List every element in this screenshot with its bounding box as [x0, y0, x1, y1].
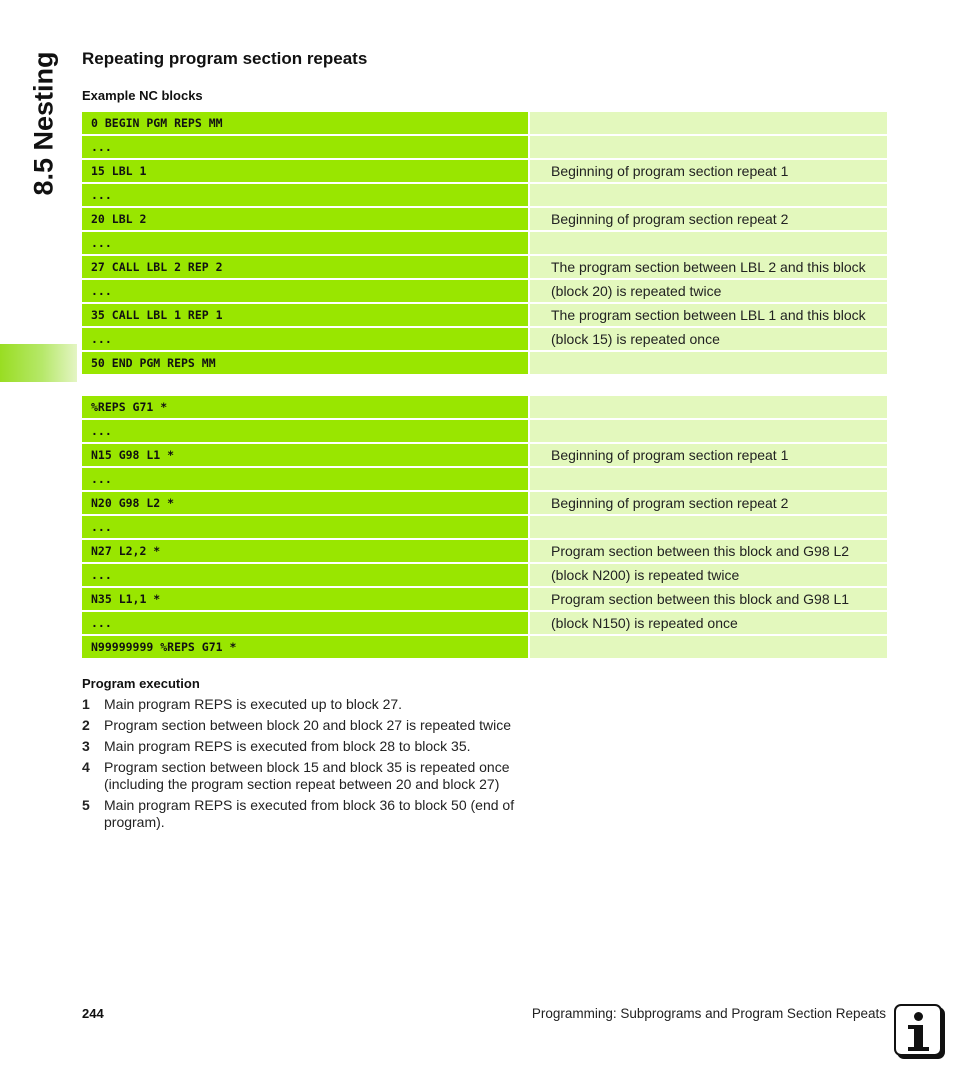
- nc-table-iso: [82, 396, 887, 660]
- info-icon-dot: [914, 1012, 923, 1021]
- execution-step: [82, 717, 532, 734]
- nc-row: [82, 160, 887, 184]
- chapter-tab-marker: [0, 344, 77, 382]
- nc-code-cell: %REPS G71 *: [82, 396, 528, 418]
- step-number: 3: [82, 738, 90, 754]
- nc-comment-cell: [530, 468, 887, 490]
- nc-code-cell: 27 CALL LBL 2 REP 2: [82, 256, 528, 278]
- nc-comment-cell: [530, 636, 887, 658]
- nc-code-cell: 35 CALL LBL 1 REP 1: [82, 304, 528, 326]
- nc-comment-cell: (block N150) is repeated once: [530, 612, 887, 634]
- nc-row: [82, 232, 887, 256]
- nc-code-cell: ...: [82, 280, 528, 302]
- execution-step: [82, 797, 532, 831]
- nc-row: [82, 184, 887, 208]
- nc-row: [82, 612, 887, 636]
- nc-comment-cell: [530, 516, 887, 538]
- nc-code-cell: N27 L2,2 *: [82, 540, 528, 562]
- nc-row: [82, 420, 887, 444]
- step-text: Main program REPS is executed from block 36 to block 50 (end of program).: [104, 797, 515, 830]
- nc-code-cell: ...: [82, 136, 528, 158]
- nc-row: [82, 588, 887, 612]
- nc-code-cell: ...: [82, 612, 528, 634]
- nc-comment-cell: (block 20) is repeated twice: [530, 280, 887, 302]
- nc-row: [82, 468, 887, 492]
- step-text: Program section between block 20 and block 27 is repeated twice: [104, 717, 512, 733]
- nc-code-cell: N35 L1,1 *: [82, 588, 528, 610]
- step-text: Main program REPS is executed up to block 27.: [104, 696, 403, 712]
- nc-code-cell: ...: [82, 468, 528, 490]
- nc-row: [82, 208, 887, 232]
- chapter-side-title-text: 8.5 Nesting: [28, 50, 59, 196]
- nc-row: [82, 112, 887, 136]
- nc-row: [82, 352, 887, 376]
- nc-row: [82, 256, 887, 280]
- nc-code-cell: N20 G98 L2 *: [82, 492, 528, 514]
- page-number: 244: [82, 1006, 104, 1021]
- info-icon-base: [908, 1047, 929, 1051]
- nc-row: [82, 444, 887, 468]
- nc-code-cell: ...: [82, 232, 528, 254]
- nc-row: [82, 492, 887, 516]
- nc-code-cell: 15 LBL 1: [82, 160, 528, 182]
- nc-comment-cell: [530, 352, 887, 374]
- nc-comment-cell: Beginning of program section repeat 2: [530, 208, 887, 230]
- nc-comment-cell: [530, 420, 887, 442]
- nc-row: [82, 304, 887, 328]
- execution-step: [82, 696, 532, 713]
- nc-row: [82, 328, 887, 352]
- nc-comment-cell: Program section between this block and G98 L2: [530, 540, 887, 562]
- nc-code-cell: ...: [82, 564, 528, 586]
- nc-row: [82, 636, 887, 660]
- nc-comment-cell: [530, 136, 887, 158]
- nc-code-cell: 50 END PGM REPS MM: [82, 352, 528, 374]
- nc-comment-cell: Beginning of program section repeat 1: [530, 160, 887, 182]
- nc-code-cell: ...: [82, 420, 528, 442]
- nc-code-cell: 0 BEGIN PGM REPS MM: [82, 112, 528, 134]
- step-text: Program section between block 15 and block 35 is repeated once (including the program section repeat between 20 and block 27): [104, 759, 510, 792]
- nc-comment-cell: Program section between this block and G98 L1: [530, 588, 887, 610]
- section-title: Repeating program section repeats: [82, 49, 368, 68]
- step-number: 2: [82, 717, 90, 733]
- nc-row: [82, 516, 887, 540]
- nc-comment-cell: The program section between LBL 1 and this block: [530, 304, 887, 326]
- nc-code-cell: ...: [82, 328, 528, 350]
- nc-row: [82, 564, 887, 588]
- nc-table-heidenhain: [82, 112, 887, 376]
- execution-step: [82, 738, 532, 755]
- nc-comment-cell: [530, 232, 887, 254]
- nc-comment-cell: The program section between LBL 2 and this block: [530, 256, 887, 278]
- footer-chapter-title: Programming: Subprograms and Program Section Repeats: [531, 1006, 886, 1021]
- nc-comment-cell: (block N200) is repeated twice: [530, 564, 887, 586]
- nc-row: [82, 396, 887, 420]
- nc-comment-cell: [530, 396, 887, 418]
- step-text: Main program REPS is executed from block 28 to block 35.: [104, 738, 471, 754]
- step-number: 1: [82, 696, 90, 712]
- info-icon-cap: [908, 1025, 916, 1029]
- nc-comment-cell: [530, 112, 887, 134]
- nc-comment-cell: Beginning of program section repeat 2: [530, 492, 887, 514]
- nc-code-cell: ...: [82, 516, 528, 538]
- nc-comment-cell: (block 15) is repeated once: [530, 328, 887, 350]
- info-icon: [894, 1004, 942, 1056]
- example-heading: Example NC blocks: [82, 88, 203, 103]
- nc-code-cell: 20 LBL 2: [82, 208, 528, 230]
- execution-step: [82, 759, 532, 793]
- chapter-side-title: [27, 38, 61, 208]
- nc-code-cell: N15 G98 L1 *: [82, 444, 528, 466]
- nc-code-cell: ...: [82, 184, 528, 206]
- nc-row: [82, 280, 887, 304]
- step-number: 5: [82, 797, 90, 813]
- nc-code-cell: N99999999 %REPS G71 *: [82, 636, 528, 658]
- execution-steps: [82, 696, 532, 835]
- nc-comment-cell: [530, 184, 887, 206]
- step-number: 4: [82, 759, 90, 775]
- execution-heading: Program execution: [82, 676, 200, 691]
- nc-row: [82, 540, 887, 564]
- nc-row: [82, 136, 887, 160]
- nc-comment-cell: Beginning of program section repeat 1: [530, 444, 887, 466]
